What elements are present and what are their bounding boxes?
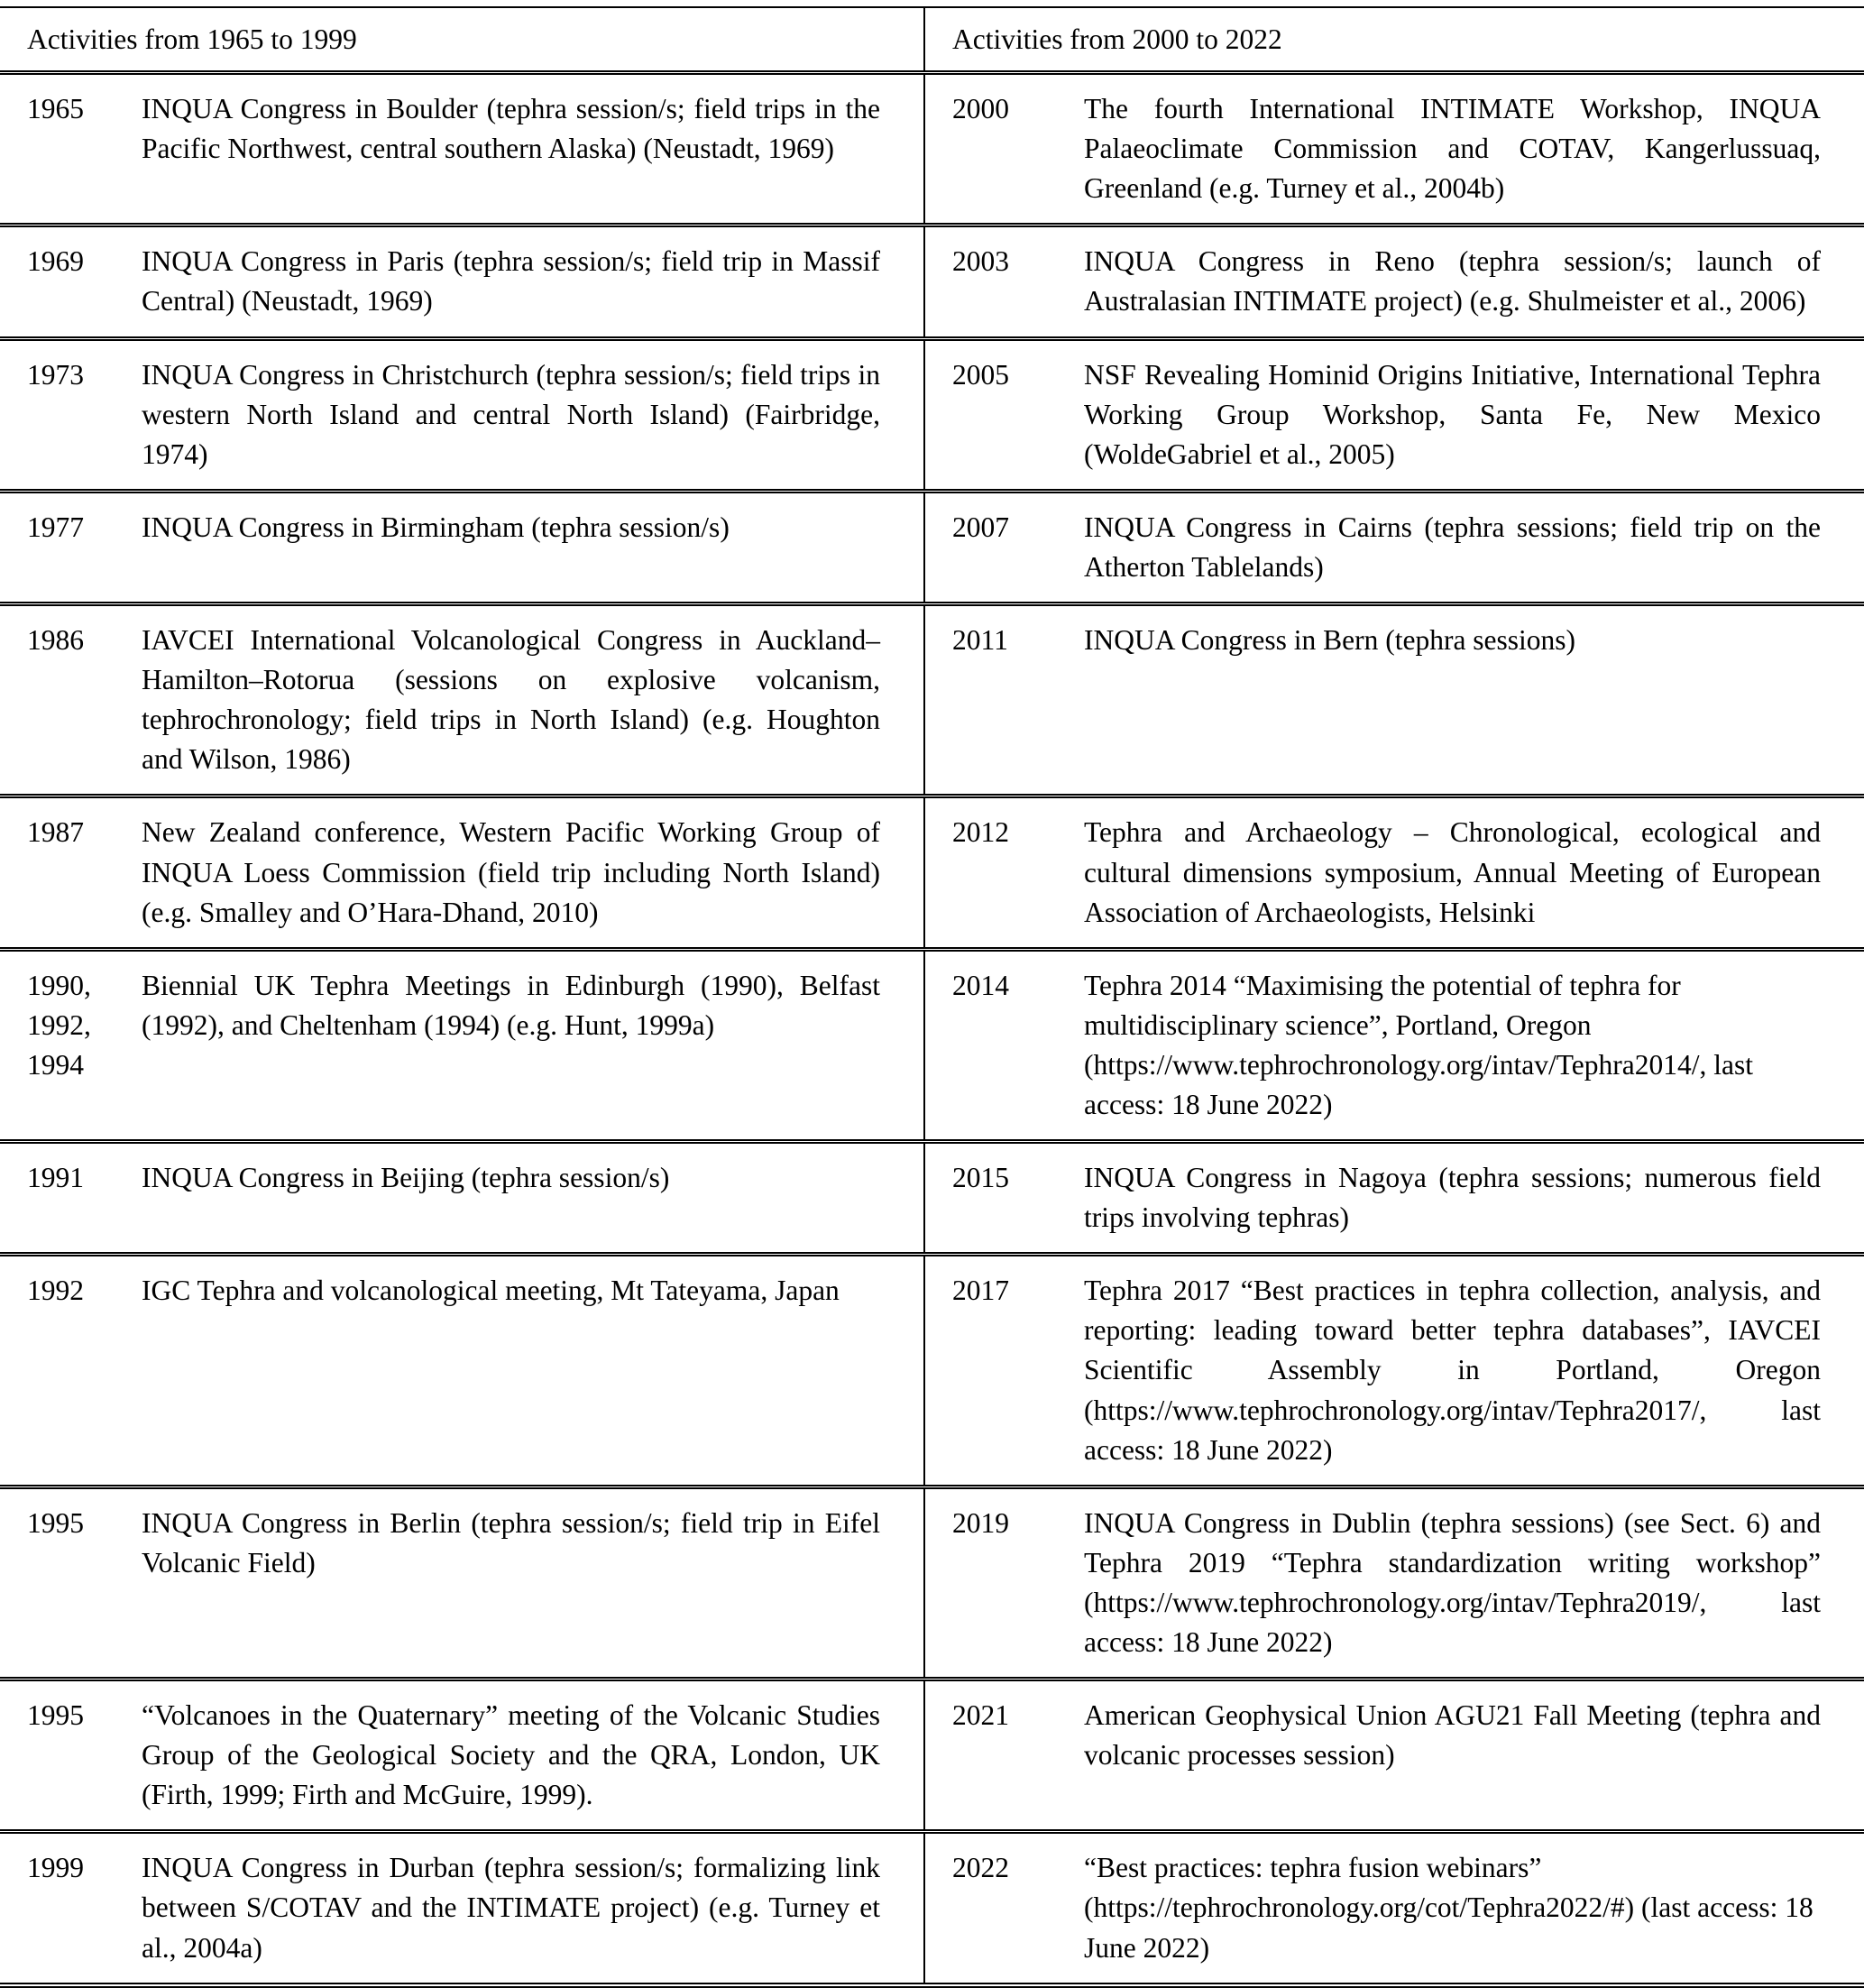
activity-cell: INQUA Congress in Christchurch (tephra session/s; field trips in western North Island and central North Island) (Fairbridge, 1974) [142, 358, 880, 470]
year-cell: 1999 [27, 1852, 84, 1884]
activity-cell: American Geophysical Union AGU21 Fall Meeting (tephra and volcanic processes session) [1084, 1699, 1821, 1772]
activity-cell: INQUA Congress in Bern (tephra sessions) [1084, 624, 1576, 657]
table-row [0, 489, 1864, 602]
year-cell: 1987 [27, 816, 84, 849]
year-cell: 1990, 1992, 1994 [27, 969, 91, 1081]
activity-cell: INQUA Congress in Birmingham (tephra session/s) [142, 511, 730, 543]
column-header-right: Activities from 2000 to 2022 [923, 8, 1864, 70]
year-cell: 1986 [27, 624, 84, 657]
activity-cell: New Zealand conference, Western Pacific Working Group of INQUA Loess Commission (field trip including North Island) (e.g. Smalley and O’Hara-Dhand, 2010) [142, 816, 880, 928]
year-cell: 2007 [923, 493, 1084, 602]
year-cell: 2017 [923, 1256, 1084, 1484]
year-cell: 2000 [923, 75, 1084, 223]
table-row [0, 70, 1864, 223]
year-cell: 1992 [27, 1275, 84, 1307]
activity-cell: Tephra 2014 “Maximising the potential of tephra for multidisciplinary science”, Portland, Oregon (https://www.tephrochronology.org/intav/Tephra2014/, last access: 18 June 2022) [1084, 969, 1754, 1120]
activity-cell: NSF Revealing Hominid Origins Initiative, International Tephra Working Group Workshop, Santa Fe, New Mexico (WoldeGabriel et al., 2005) [1084, 358, 1821, 470]
table-row [0, 1485, 1864, 1677]
table-header-row [0, 8, 1864, 70]
activity-cell: “Best practices: tephra fusion webinars” (https://tephrochronology.org/cot/Tephra2022/#) (last access: 18 June 2022) [1084, 1852, 1813, 1964]
year-cell: 1995 [27, 1506, 84, 1539]
table-row [0, 1139, 1864, 1252]
column-header-left: Activities from 1965 to 1999 [27, 23, 357, 55]
activity-cell: INQUA Congress in Beijing (tephra session/s) [142, 1162, 670, 1194]
year-cell: 2021 [923, 1681, 1084, 1829]
activity-cell: INQUA Congress in Nagoya (tephra sessions; numerous field trips involving tephras) [1084, 1162, 1821, 1234]
activities-table [0, 6, 1864, 1988]
year-cell: 1977 [27, 511, 84, 543]
table-row [0, 947, 1864, 1139]
activity-cell: INQUA Congress in Paris (tephra session/s; field trip in Massif Central) (Neustadt, 1969) [142, 245, 880, 318]
year-cell: 1991 [27, 1162, 84, 1194]
year-cell: 1969 [27, 245, 84, 278]
table-row [0, 223, 1864, 336]
activity-cell: INQUA Congress in Reno (tephra session/s; launch of Australasian INTIMATE project) (e.g. Shulmeister et al., 2006) [1084, 245, 1821, 318]
activity-cell: INQUA Congress in Berlin (tephra session/s; field trip in Eifel Volcanic Field) [142, 1506, 880, 1578]
year-cell: 2011 [923, 606, 1084, 794]
activity-cell: “Volcanoes in the Quaternary” meeting of the Volcanic Studies Group of the Geological Society and the QRA, London, UK (Firth, 1999; Firth and McGuire, 1999). [142, 1699, 880, 1811]
activity-cell: INQUA Congress in Durban (tephra session/s; formalizing link between S/COTAV and the INTIMATE project) (e.g. Turney et al., 2004a) [142, 1852, 880, 1964]
year-cell: 2015 [923, 1144, 1084, 1252]
year-cell: 1973 [27, 358, 84, 391]
activity-cell: Tephra and Archaeology – Chronological, ecological and cultural dimensions symposium, Annual Meeting of European Association of Archaeologists, Helsinki [1084, 816, 1821, 928]
table-row [0, 794, 1864, 946]
year-cell: 2022 [923, 1834, 1084, 1982]
year-cell: 2003 [923, 227, 1084, 336]
year-cell: 1965 [27, 93, 84, 125]
activity-cell: The fourth International INTIMATE Workshop, INQUA Palaeoclimate Commission and COTAV, Kangerlussuaq, Greenland (e.g. Turney et al., 2004b) [1084, 93, 1821, 205]
year-cell: 1995 [27, 1699, 84, 1732]
table-row [0, 602, 1864, 794]
table-row [0, 1252, 1864, 1484]
year-cell: 2012 [923, 798, 1084, 946]
table-row [0, 1829, 1864, 1982]
activity-cell: Biennial UK Tephra Meetings in Edinburgh (1990), Belfast (1992), and Cheltenham (1994) (e.g. Hunt, 1999a) [142, 969, 880, 1041]
year-cell: 2019 [923, 1489, 1084, 1677]
activity-cell: INQUA Congress in Boulder (tephra session/s; field trips in the Pacific Northwest, central southern Alaska) (Neustadt, 1969) [142, 93, 880, 165]
year-cell: 2014 [923, 952, 1084, 1139]
year-cell: 2005 [923, 341, 1084, 489]
activity-cell: INQUA Congress in Dublin (tephra sessions) (see Sect. 6) and Tephra 2019 “Tephra standardization writing workshop” (https://www.tephrochronology.org/intav/Tephra2019/, last access: 18 June 2022) [1084, 1506, 1821, 1658]
table-row [0, 336, 1864, 489]
activity-cell: INQUA Congress in Cairns (tephra sessions; field trip on the Atherton Tablelands) [1084, 511, 1821, 583]
activity-cell: IGC Tephra and volcanological meeting, Mt Tateyama, Japan [142, 1275, 840, 1307]
activity-cell: Tephra 2017 “Best practices in tephra collection, analysis, and reporting: leading toward better tephra databases”, IAVCEI Scientific Assembly in Portland, Oregon (https://www.tephrochronology.org/intav/Tephra2017/, last access: 18 June 2022) [1084, 1275, 1821, 1466]
activity-cell: IAVCEI International Volcanological Congress in Auckland–Hamilton–Rotorua (sessions on explosive volcanism, tephrochronology; field trips in North Island) (e.g. Houghton and Wilson, 1986) [142, 624, 880, 776]
table-row [0, 1677, 1864, 1829]
